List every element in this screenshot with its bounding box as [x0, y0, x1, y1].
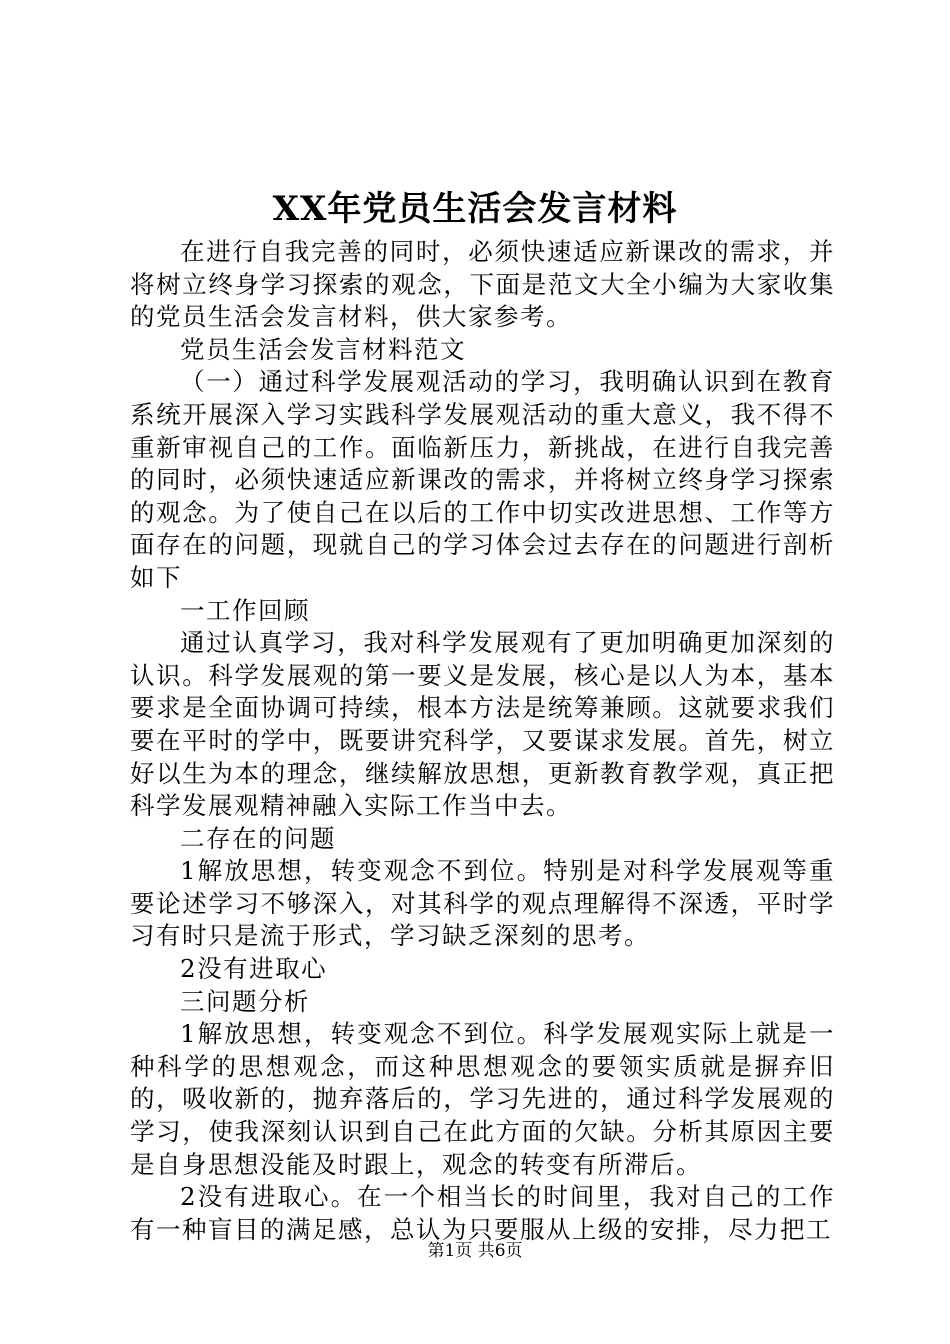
document-body	[130, 236, 835, 1246]
paragraph: 2没有进取心。在一个相当长的时间里，我对自己的工作有一种盲目的满足感，总认为只要服从上级的安排，尽力把工	[130, 1182, 835, 1244]
section-heading: 一工作回顾	[180, 595, 310, 625]
paragraph: 在进行自我完善的同时，必须快速适应新课改的需求，并将树立终身学习探索的观念，下面是范文大全小编为大家收集的党员生活会发言材料，供大家参考。	[130, 237, 835, 332]
page-number-footer: 第1页 共6页	[427, 1241, 523, 1261]
paragraph: 2没有进取心	[180, 954, 328, 984]
paragraph: 1解放思想，转变观念不到位。科学发展观实际上就是一种科学的思想观念，而这种思想观念的要领实质就是摒弃旧的，吸收新的，抛弃落后的，学习先进的，通过科学发展观的学习，使我深刻认识到自己在此方面的欠缺。分析其原因主要是自身思想没能及时跟上，观念的转变有所滞后。	[130, 1019, 835, 1179]
section-heading: 三问题分析	[180, 986, 310, 1016]
section-heading: 二存在的问题	[180, 823, 336, 853]
paragraph: （一）通过科学发展观活动的学习，我明确认识到在教育系统开展深入学习实践科学发展观活动的重大意义，我不得不重新审视自己的工作。面临新压力，新挑战，在进行自我完善的同时，必须快速适应新课改的需求，并将树立终身学习探索的观念。为了使自己在以后的工作中切实改进思想、工作等方面存在的问题，现就自己的学习体会过去存在的问题进行剖析如下	[130, 367, 835, 592]
paragraph: 1解放思想，转变观念不到位。特别是对科学发展观等重要论述学习不够深入，对其科学的观点理解得不深透，平时学习有时只是流于形式，学习缺乏深刻的思考。	[130, 856, 835, 951]
paragraph: 党员生活会发言材料范文	[180, 334, 466, 364]
paragraph: 通过认真学习，我对科学发展观有了更加明确更加深刻的认识。科学发展观的第一要义是发展，核心是以人为本，基本要求是全面协调可持续，根本方法是统筹兼顾。这就要求我们要在平时的学中，既要讲究科学，又要谋求发展。首先，树立好以生为本的理念，继续解放思想，更新教育教学观，真正把科学发展观精神融入实际工作当中去。	[130, 628, 835, 821]
document-title: XX年党员生活会发言材料	[272, 189, 678, 229]
